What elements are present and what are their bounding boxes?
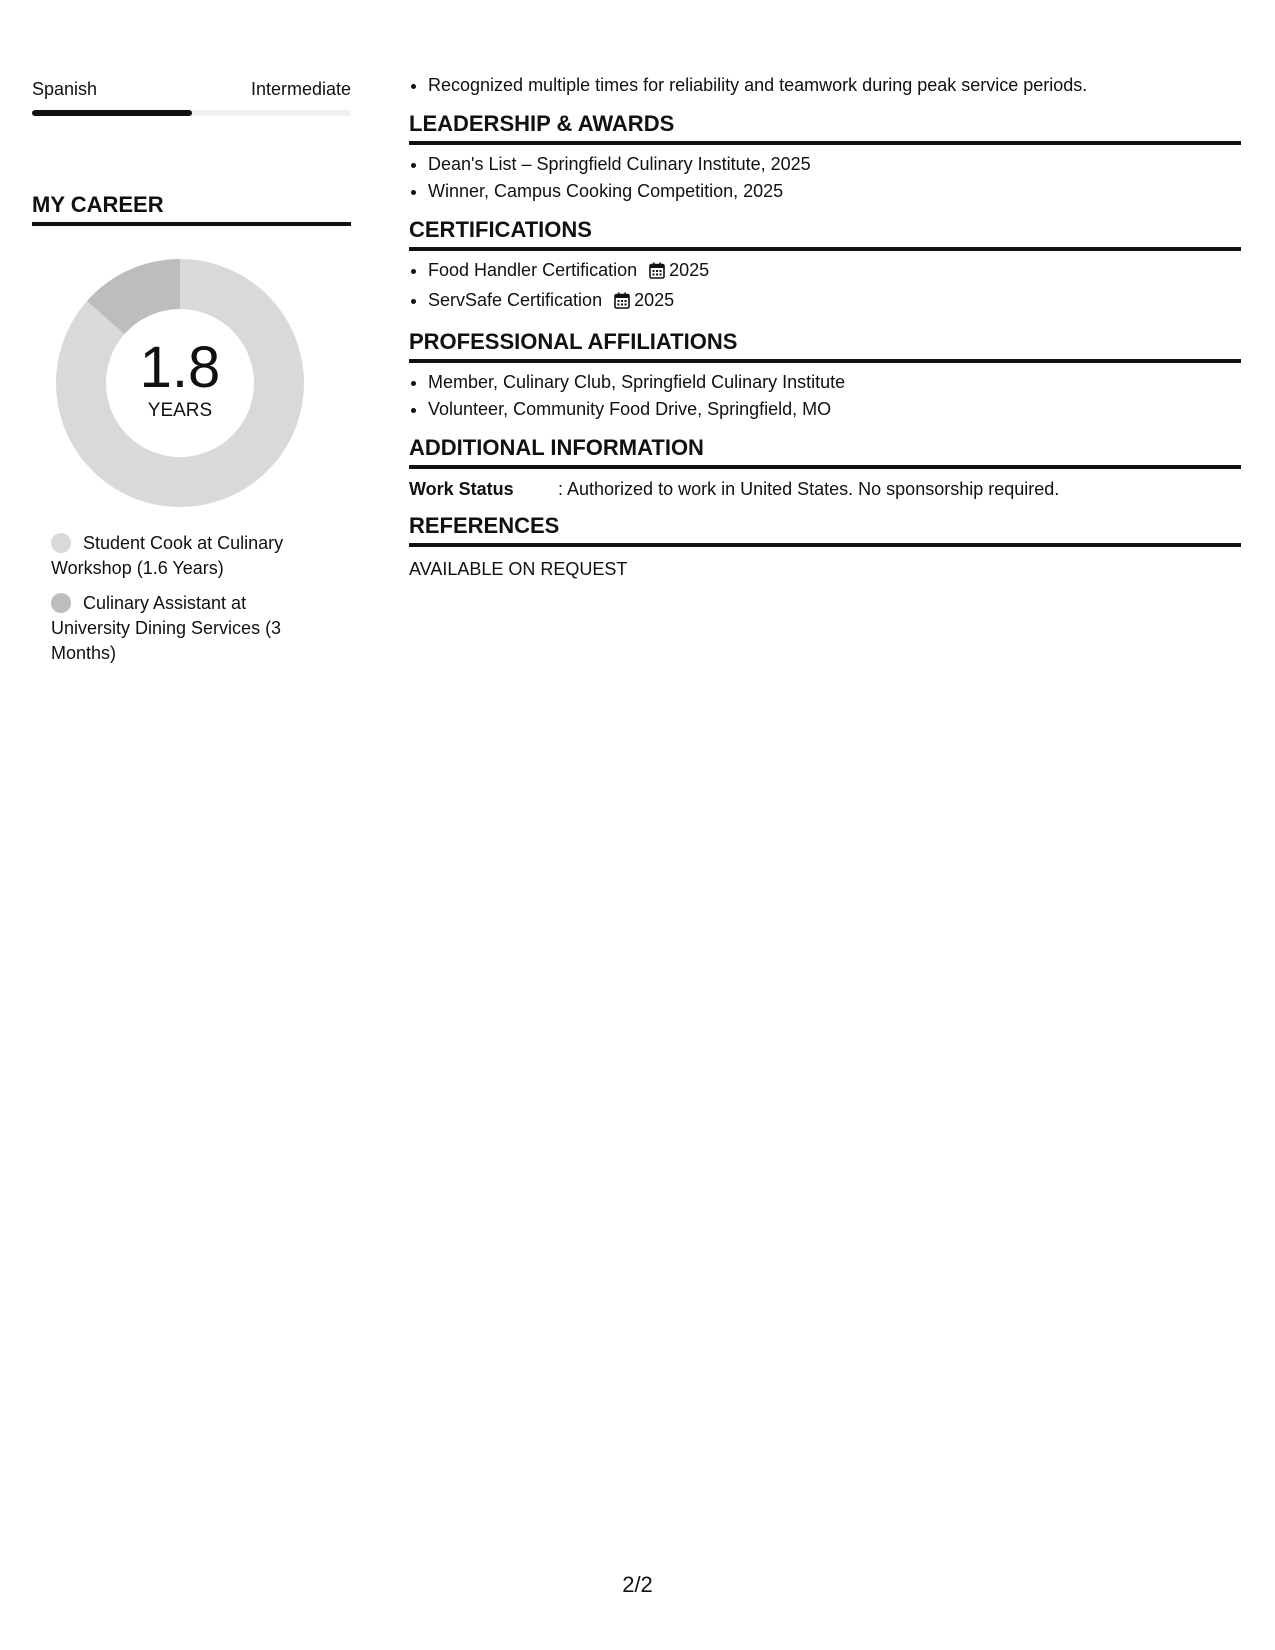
main-content	[409, 75, 1241, 581]
sidebar	[32, 78, 351, 676]
list-item	[428, 257, 1241, 287]
list-item: • Dean's List – Springfield Culinary Institute, 2025	[428, 151, 1241, 178]
references-text: AVAILABLE ON REQUEST	[409, 559, 628, 579]
career-total-years: 1.8	[139, 335, 221, 400]
additional-info-section-title: ADDITIONAL INFORMATION	[409, 435, 1241, 469]
work-status-value: : Authorized to work in United States. No sponsorship required.	[558, 479, 1060, 499]
references-section	[409, 513, 1241, 581]
legend-swatch	[51, 593, 71, 613]
certifications-section	[409, 217, 1241, 317]
certifications-section-title: CERTIFICATIONS	[409, 217, 1241, 251]
leadership-section	[409, 111, 1241, 205]
language-level: Intermediate	[250, 79, 351, 99]
certification-year: 2025	[634, 290, 675, 310]
list-item: • Volunteer, Community Food Drive, Springfield, MO	[428, 396, 1241, 423]
certifications-list	[409, 257, 1241, 317]
certification-name: Food Handler Certification	[428, 260, 638, 280]
career-donut-chart	[56, 259, 304, 507]
legend-label: Student Cook at Culinary Workshop (1.6 Years)	[51, 533, 284, 578]
certification-year: 2025	[669, 260, 710, 280]
leadership-list	[409, 151, 1241, 205]
legend-swatch	[51, 533, 71, 553]
career-legend	[51, 531, 321, 666]
list-item: • Member, Culinary Club, Springfield Culinary Institute	[428, 369, 1241, 396]
list-item: • Winner, Campus Cooking Competition, 2025	[428, 178, 1241, 205]
legend-item	[51, 591, 321, 666]
language-proficiency-fill	[32, 110, 192, 116]
leadership-section-title: LEADERSHIP & AWARDS	[409, 111, 1241, 145]
references-section-title: REFERENCES	[409, 513, 1241, 547]
work-status-row	[409, 477, 1241, 501]
page-number: 2/2	[622, 1572, 653, 1597]
affiliations-list	[409, 369, 1241, 423]
work-status-label: Work Status	[409, 479, 514, 499]
experience-bullet: • Recognized multiple times for reliability and teamwork during peak service periods.	[428, 72, 1241, 99]
language-name: Spanish	[32, 79, 98, 99]
additional-info-section	[409, 435, 1241, 501]
language-proficiency-bar	[32, 110, 351, 116]
experience-bullets	[409, 72, 1241, 99]
list-item	[428, 287, 1241, 317]
affiliations-section	[409, 329, 1241, 423]
affiliations-section-title: PROFESSIONAL AFFILIATIONS	[409, 329, 1241, 363]
donut-center	[56, 259, 304, 507]
calendar-icon	[614, 290, 630, 317]
career-years-unit: YEARS	[147, 400, 213, 421]
language-row	[32, 78, 351, 100]
legend-item	[51, 531, 321, 581]
career-section-title: MY CAREER	[32, 192, 351, 226]
certification-name: ServSafe Certification	[428, 290, 603, 310]
calendar-icon	[649, 260, 665, 287]
legend-label: Culinary Assistant at University Dining Services (3 Months)	[51, 593, 282, 663]
